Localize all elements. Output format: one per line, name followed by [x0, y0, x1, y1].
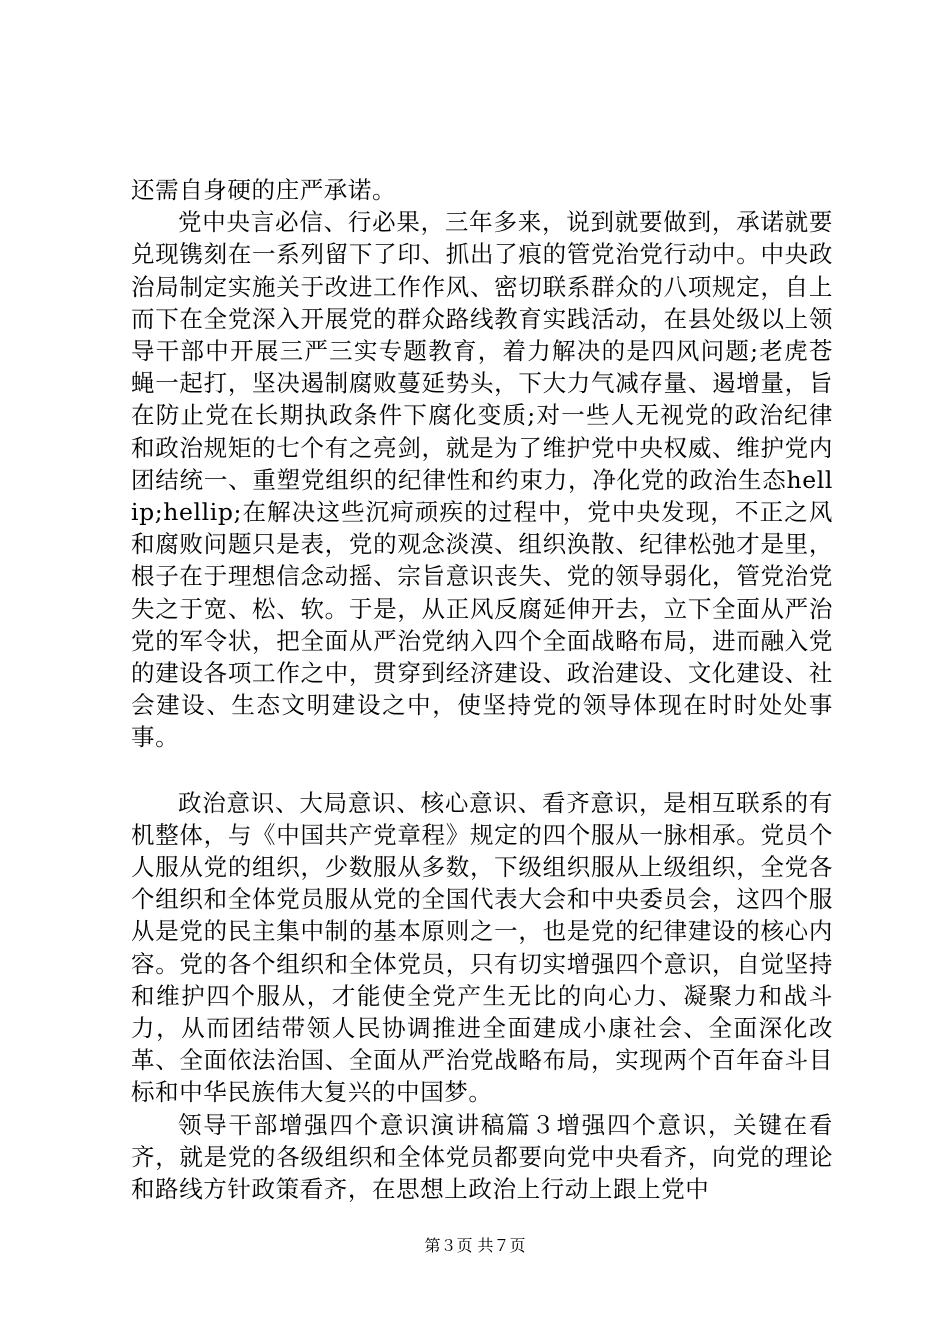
page-number-footer: 第３页 共７页	[424, 1236, 526, 1255]
paragraph-continuation: 还需自身硬的庄严承诺。	[131, 176, 397, 204]
document-body	[131, 174, 833, 1205]
paragraph: 政治意识、大局意识、核心意识、看齐意识，是相互联系的有机整体，与《中国共产党章程》规定的四个服从一脉相承。党员个人服从党的组织，少数服从多数，下级组织服从上级组织，全党各个组织和全体党员服从党的全国代表大会和中央委员会，这四个服从是党的民主集中制的基本原则之一，也是党的纪律建设的核心内容。党的各个组织和全体党员，只有切实增强四个意识，自觉坚持和维护四个服从，才能使全党产生无比的向心力、凝聚力和战斗力，从而团结带领人民协调推进全面建成小康社会、全面深化改革、全面依法治国、全面从严治党战略布局，实现两个百年奋斗目标和中华民族伟大复兴的中国梦。	[131, 788, 833, 1107]
paragraph: 党中央言必信、行必果，三年多来，说到就要做到，承诺就要兑现镌刻在一系列留下了印、抓出了痕的管党治党行动中。中央政治局制定实施关于改进工作作风、密切联系群众的八项规定，自上而下在全党深入开展党的群众路线教育实践活动，在县处级以上领导干部中开展三严三实专题教育，着力解决的是四风问题;老虎苍蝇一起打，坚决遏制腐败蔓延势头，下大力气减存量、遏增量，旨在防止党在长期执政条件下腐化变质;对一些人无视党的政治纪律和政治规矩的七个有之亮剑，就是为了维护党中央权威、维护党内团结统一、重塑党组织的纪律性和约束力，净化党的政治生态hellip;hellip;在解决这些沉疴顽疾的过程中，党中央发现，不正之风和腐败问题只是表，党的观念淡漠、组织涣散、纪律松弛才是里，根子在于理想信念动摇、宗旨意识丧失、党的领导弱化，管党治党失之于宽、松、软。于是，从正风反腐延伸开去，立下全面从严治党的军令状，把全面从严治党纳入四个全面战略布局，进而融入党的建设各项工作之中，贯穿到经济建设、政治建设、文化建设、社会建设、生态文明建设之中，使坚持党的领导体现在时时处处事事。	[131, 208, 833, 752]
paragraph: 领导干部增强四个意识演讲稿篇３增强四个意识，关键在看齐，就是党的各级组织和全体党员都要向党中央看齐，向党的理论和路线方针政策看齐，在思想上政治上行动上跟上党中	[131, 1110, 833, 1204]
